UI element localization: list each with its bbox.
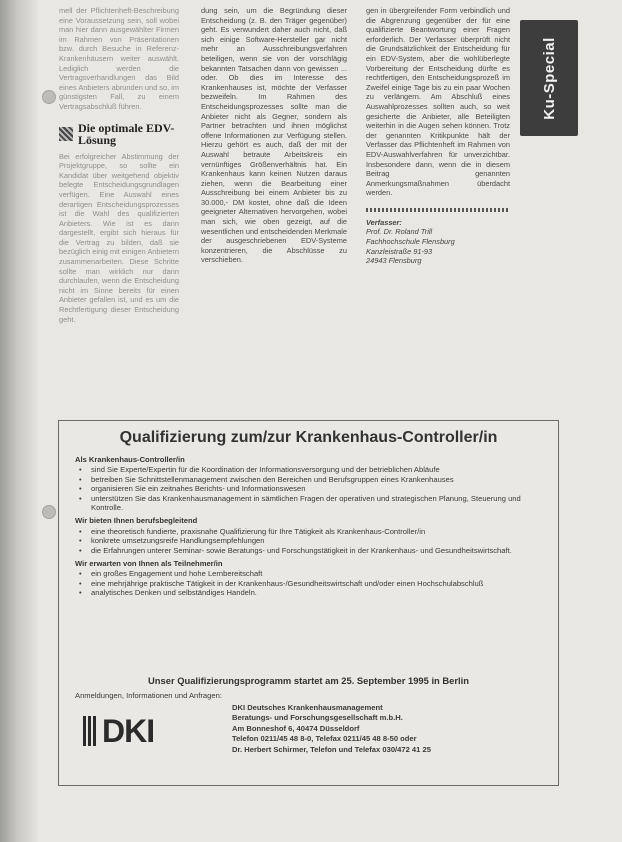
dki-logo [83, 714, 203, 748]
ad-section-heading: Wir bieten Ihnen berufsbegleitend [75, 516, 198, 526]
column-1-text-bottom: Bei erfolgreicher Abstimmung der Projektgruppe, so sollte ein Kandidat über weitgehend objektiv belegte Entscheidungsgrundlagen verfügen. Eine Auswahl eines derartigen Entscheidungsprozesses ist die Wahl des qualifizierten Anbieters. Wie ist es dann dargestellt, ergibt sich hieraus für die Vertrag zu bilden, daß sie bezüglich einig mit einigen Anbietern zusammenarbeiten. Diese Schritte sollte man wirklich nur dann durchlaufen, wenn die Entscheidung nicht im Sinne bereits für einen Anbieter gefallen ist, und es um die Rechtfertigung dieser Entscheidung geht. [59, 151, 179, 324]
article-column-1 [59, 6, 179, 424]
list-item: • die Erfahrungen unterer Seminar- sowie Beratungs- und Forschungstätigkeit in der Krankenhaus- und Gesundheitswirtschaft. [75, 546, 543, 555]
list-item: • organisieren Sie ein zeitnahes Berichts- und Informationswesen [75, 484, 543, 493]
list-item: • sind Sie Experte/Expertin für die Koordination der Informationsversorgung und der betrieblichen Abläufe [75, 465, 543, 474]
contact-line: Dr. Herbert Schirmer, Telefon und Telefax 030/472 41 25 [232, 744, 431, 754]
ad-title: Qualifizierung zum/zur Krankenhaus-Controller/in [119, 429, 498, 446]
article-column-3 [366, 6, 510, 296]
heading-bullet-icon [59, 127, 73, 141]
contact-line: Am Bonneshof 6, 40474 Düsseldorf [232, 723, 360, 733]
author-name: Prof. Dr. Roland Trill [366, 227, 433, 237]
author-label: Verfasser: [366, 217, 402, 227]
list-item: • eine theoretisch fundierte, praxisnahe Qualifizierung für Ihre Tätigkeit als Krankenhaus-Controller/in [75, 527, 543, 536]
column-1-text-top: mell der Pflichtenheft-Beschreibung eine Voraussetzung sein, soll wobei man hier dann ausgewählter Firmen im Rahmen von Präsentationen bzw. durch Besuche in Referenz-Krankenhäusern weiter auswählt. Lediglich werden die Vertragsverhandlungen das Bild eines Anbieters abrunden und so, im günstigsten Fall, zu einem Vertragsabschluß führen. [59, 6, 179, 111]
column-3-text: gen in übergreifender Form verbindlich und die Abgrenzung gegenüber der für eine qualifizierte Beantwortung einer Fragen erforderlich. Der Verfasser überprüft nicht die Grundsätzlichkeit der Entscheidung für ein EDV-System, aber die wohlüberlegte Vorbereitung der Entscheidung dürfte es rechtfertigen, den Entscheidungsprozeß im Zweifel einige Tage bis zu ein paar Wochen zu verlängern. Am Abschluß eines Auswahlprozesses sollten auch, so weit gesicherte die Anbieter, alle Beteiligten weiterhin in die Augen sehen können. Trotz der genannten Kritikpunkte hält der Verfasser das Pflichtenheft im Rahmen von EDV-Auswahlverfahren für unverzichtbar. Insbesondere dann, wenn die in diesem Beitrag genannten Anmerkungsmaßnahmen überdacht werden. [366, 6, 510, 198]
divider [366, 208, 510, 212]
list-item: • analytisches Denken und selbständiges Handeln. [75, 588, 543, 597]
column-2-text: dung sein, um die Begründung dieser Entscheidung (z. B. den Träger gegenüber) geht. Es verwundert daher auch nicht, daß sich einige Software-Hersteller gar nicht mehr an Ausschreibungsverfahren beteiligen, wenn sie von der vorschlägig bekannten Tatsachen dann von gewissen ... oder. Ob dies im Interesse des Krankenhauses ist, möchte der Verfasser bezweifeln. Im Rahmen des Entscheidungsprozesses sollte man die Anbieter nicht als Gegner, sondern als Partner betrachten und ihnen möglichst offene Informationen zur Verfügung stellen. Hierzu gehört es auch, daß der mit der Auswahl betraute Arbeitskreis ein vernünftiges Größenverhältnis hat. Ein Krankenhaus kann keinen Nutzen daraus ziehen, wenn die Bearbeitung einer Ausschreibung bei einem Anbieter bis zu 30.000,- DM kostet, ohne daß die Ideen geeigneter Alternativen hervorgehen, wobei man sich, wie oben gezeigt, auf die wesentlichen und entscheidenden Merkmale der ausgeschriebenen EDV-Systeme konzentrieren, die Abschlüsse zu verschieben. [201, 6, 347, 265]
binding-shadow [0, 0, 38, 842]
ad-bullet-list [75, 527, 543, 555]
section-tab [520, 20, 578, 136]
logo-bars-icon [83, 716, 98, 746]
advertisement-box [58, 420, 559, 786]
author-street: Kanzleistraße 91-93 [366, 246, 433, 256]
list-item: • unterstützen Sie das Krankenhausmanagement in sämtlichen Fragen der operativen und strategischen Planung, Steuerung und Kontrolle. [75, 494, 543, 513]
subheading-text: Die optimale EDV-Lösung [78, 120, 175, 147]
ad-start-date-banner: Unser Qualifizierungsprogramm startet am 25. September 1995 in Berlin [148, 675, 469, 686]
author-city: 24943 Flensburg [366, 256, 422, 266]
ad-section-heading: Als Krankenhaus-Controller/in [75, 455, 185, 464]
ad-body [75, 455, 543, 600]
ad-bullet-list [75, 569, 543, 597]
contact-line: DKI Deutsches Krankenhausmanagement [232, 703, 383, 712]
ad-section-heading: Wir erwarten von Ihnen als Teilnehmer/in [75, 559, 223, 569]
punch-hole [42, 505, 56, 519]
ad-contact-block [232, 703, 542, 755]
subheading [59, 122, 179, 146]
list-item: • ein großes Engagement und hohe Lernbereitschaft [75, 569, 543, 578]
ad-bullet-list [75, 465, 543, 512]
contact-line: Telefon 0211/45 48 8-0, Telefax 0211/45 48 8-50 oder [232, 734, 417, 744]
punch-hole [42, 90, 56, 104]
list-item: • konkrete umsetzungsreife Handlungsempfehlungen [75, 536, 543, 545]
contact-line: Beratungs- und Forschungsgesellschaft m.b.H. [232, 713, 403, 723]
ad-request-line: Anmeldungen, Informationen und Anfragen: [75, 691, 222, 700]
author-block [366, 218, 510, 266]
list-item: • betreiben Sie Schnittstellenmanagement zwischen den Bereichen und Berufsgruppen eines Krankenhauses [75, 475, 543, 484]
author-org: Fachhochschule Flensburg [366, 237, 455, 247]
logo-text: DKI [102, 713, 155, 749]
section-tab-label: Ku-Special [540, 36, 558, 120]
list-item: • eine mehrjährige praktische Tätigkeit in der Krankenhaus-/Gesundheitswirtschaft und/oder einen Hochschulabschluß [75, 579, 543, 588]
article-column-2 [201, 6, 347, 396]
